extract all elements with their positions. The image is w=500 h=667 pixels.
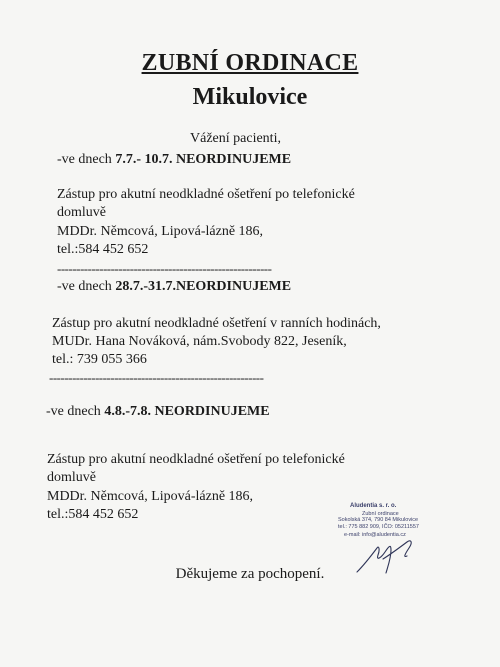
closure-prefix: -ve dnech: [46, 404, 101, 419]
separator: --------------------------------------------------------: [49, 371, 264, 385]
substitute-phone: tel.:584 452 652: [47, 507, 139, 522]
substitute-doctor: MDDr. Němcová, Lipová-lázně 186,: [47, 489, 254, 504]
substitute-phone: tel.: 739 055 366: [52, 352, 147, 367]
substitute-doctor: MUDr. Hana Nováková, nám.Svobody 822, Jeseník,: [52, 334, 347, 349]
closure-prefix: -ve dnech: [57, 152, 112, 167]
closure-dates: 4.8.-7.8. NEORDINUJEME: [104, 404, 270, 419]
substitute-note-cont: domluvě: [57, 205, 106, 220]
closure-dates-3: [46, 404, 270, 420]
page-subtitle: Mikulovice: [192, 84, 308, 110]
page-title: ZUBNÍ ORDINACE: [141, 50, 359, 76]
stamp-phone: tel.: 775 882 909, IČO: 05211557: [338, 524, 419, 530]
stamp-company: Aludentia s. r. o.: [350, 503, 397, 509]
closure-dates: 28.7.-31.7.NEORDINUJEME: [115, 279, 292, 294]
stamp-email: e-mail: info@aludentia.cz: [344, 532, 406, 538]
stamp-line: Zubní ordinace: [362, 511, 399, 517]
substitute-note: Zástup pro akutní neodkladné ošetření v ranních hodinách,: [52, 316, 381, 331]
closure-dates: 7.7.- 10.7. NEORDINUJEME: [115, 152, 292, 167]
closure-dates-1: [57, 152, 291, 168]
closing-message: Děkujeme za pochopení.: [175, 566, 325, 582]
closure-dates-2: [57, 279, 291, 295]
separator: --------------------------------------------------------: [57, 262, 272, 276]
greeting: Vážení pacienti,: [190, 131, 281, 146]
closure-prefix: -ve dnech: [57, 279, 112, 294]
substitute-note: Zástup pro akutní neodkladné ošetření po telefonické: [47, 452, 345, 467]
substitute-phone: tel.:584 452 652: [57, 242, 149, 257]
substitute-doctor: MDDr. Němcová, Lipová-lázně 186,: [57, 224, 264, 239]
substitute-note-cont: domluvě: [47, 470, 96, 485]
stamp-address: Sokolská 374, 790 84 Mikulovice: [338, 517, 419, 523]
substitute-note: Zástup pro akutní neodkladné ošetření po telefonické: [57, 187, 355, 202]
